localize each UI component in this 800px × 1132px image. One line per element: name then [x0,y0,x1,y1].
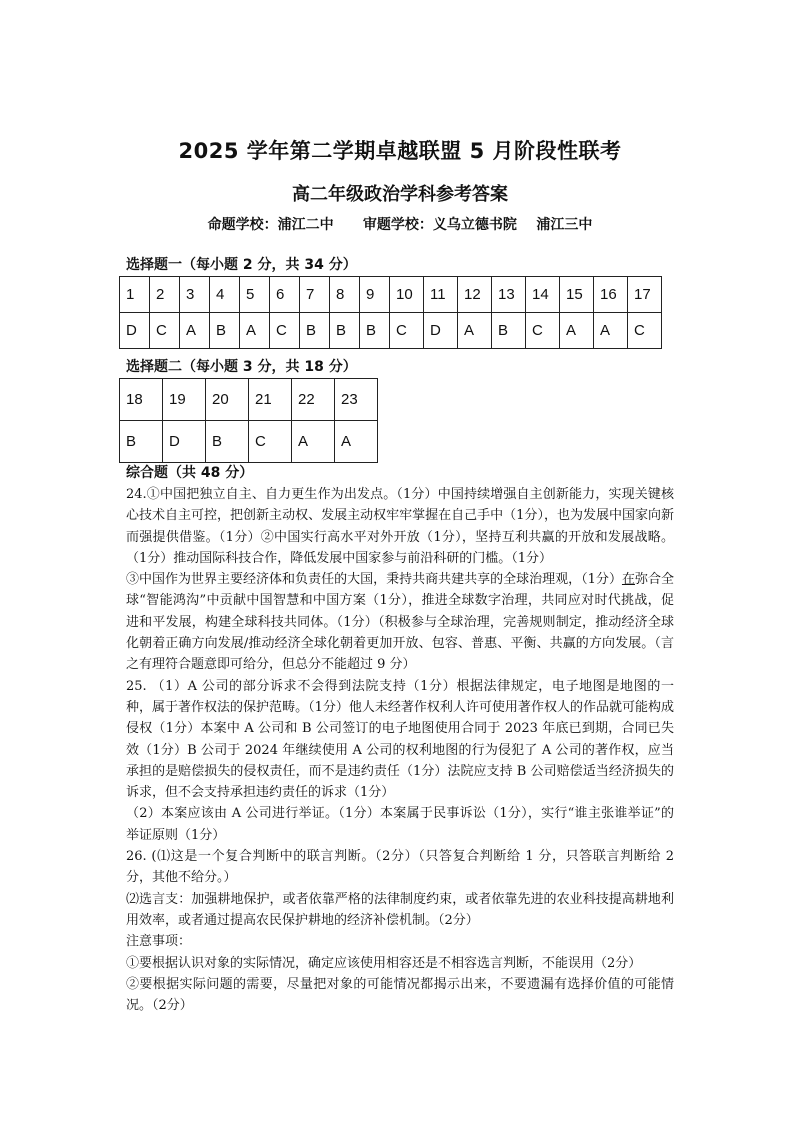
table-cell: A [180,313,210,349]
table-cell: 15 [560,277,594,313]
table-cell: 10 [390,277,424,313]
q26-part2: ⑵选言支：加强耕地保护，或者依靠严格的法律制度约束，或者依靠先进的农业科技提高耕地利用效率，或者通过提高农民保护耕地的经济补偿机制。（2分） [126,891,674,928]
table-cell: 14 [526,277,560,313]
table-cell: 5 [240,277,270,313]
table-cell: A [292,421,335,463]
table-cell: 16 [594,277,628,313]
notes-title: 注意事项： [126,934,192,950]
table-cell: 22 [292,379,335,421]
table-cell: B [360,313,390,349]
q25-part1: 25. （1）A 公司的部分诉求不会得到法院支持（1分）根据法律规定，电子地图是地图的一种，属于著作权法的保护范畴。（1分）他人未经著作权利人许可使用著作权人的作品就可能构成侵权（1分）本案中 A 公司和 B 公司签订的电子地图使用合同于 2023 年底已到期，合同已失效（1分）B 公司于 2024 年继续使用 A 公司的权利地图的行为侵犯了 A 公司的著作权，应当承担的是赔偿损失的侵权责任，而不是违约责任（1分）法院应支持 B 公司赔偿适当经济损失的诉求，但不会支持承担违约责任的诉求（1分） [126,678,674,801]
section2-answer-table [119,378,378,463]
table-cell: 12 [458,277,492,313]
note-item-1: ①要根据认识对象的实际情况，确定应该使用相容还是不相容选言判断，不能误用（2分） [126,955,642,971]
table-cell: D [424,313,458,349]
table-row-numbers [120,379,378,421]
table-cell: 13 [492,277,526,313]
table-row-answers [120,313,662,349]
table-cell: B [330,313,360,349]
table-cell: A [594,313,628,349]
document-title: 2025 学年第二学期卓越联盟 5 月阶段性联考 [178,139,622,163]
section1-heading: 选择题一（每小题 2 分，共 34 分） [126,257,357,273]
note-item-2: ②要根据实际问题的需要，尽量把对象的可能情况都揭示出来，不要遗漏有选择价值的可能情况。（2分） [126,976,674,1014]
table-cell: A [560,313,594,349]
document-subtitle: 高二年级政治学科参考答案 [292,184,508,205]
table-cell: 3 [180,277,210,313]
schools-line: 命题学校：浦江二中 审题学校：义乌立德书院 浦江三中 [207,217,593,233]
table-cell: 2 [150,277,180,313]
table-cell: 1 [120,277,150,313]
table-cell: 23 [335,379,378,421]
q25-part2: （2）本案应该由 A 公司进行举证。（1分）本案属于民事诉讼（1分），实行“谁主张谁举证”的举证原则（1分） [126,806,674,843]
section2-heading: 选择题二（每小题 3 分，共 18 分） [126,359,357,375]
table-cell: 19 [163,379,206,421]
q24-part2-b: 弥合全球“智能鸿沟”中贡献中国智慧和中国方案（1分），推进全球数字治理，共同应对时代挑战，促进和平发展，构建全球科技共同体。（1分）（积极参与全球治理，完善规则制定，推动经济全球化朝着正确方向发展/推动经济全球化朝着更加开放、包容、普惠、平衡、共赢的方向发展。（言之有理符合题意即可给分，但总分不能超过 9 分） [126,572,674,673]
table-cell: C [390,313,424,349]
table-cell: 8 [330,277,360,313]
table-cell: C [249,421,292,463]
q24-part1: 24.①中国把独立自主、自力更生作为出发点。（1分）中国持续增强自主创新能力，实现关键核心技术自主可控，把创新主动权、发展主动权牢牢掌握在自己手中（1分），也为发展中国家向新而强提供借鉴。（1分）②中国实行高水平对外开放（1分），坚持互利共赢的开放和发展战略。（1分）推动国际科技合作，降低发展中国家参与前沿科研的门槛。（1分） [126,487,674,566]
essay-answers [126,484,674,1016]
table-cell: B [300,313,330,349]
table-cell: A [335,421,378,463]
table-cell: B [492,313,526,349]
table-cell: B [210,313,240,349]
table-row-numbers [120,277,662,313]
table-cell: C [628,313,662,349]
table-cell: 20 [206,379,249,421]
q24-part2 [126,569,674,675]
table-cell: 6 [270,277,300,313]
q24-part2-a: ③中国作为世界主要经济体和负责任的大国，秉持共商共建共享的全球治理观，（1分） [126,572,622,588]
section1-answer-table [119,276,662,349]
table-cell: A [240,313,270,349]
table-cell: C [526,313,560,349]
table-cell: 18 [120,379,163,421]
table-cell: C [150,313,180,349]
table-cell: D [120,313,150,349]
table-cell: A [458,313,492,349]
q26-part1: 26. (⑴这是一个复合判断中的联言判断。（2分）（只答复合判断给 1 分，只答联言判断给 2 分，其他不给分。） [126,849,674,886]
table-cell: 7 [300,277,330,313]
table-cell: B [120,421,163,463]
section3-heading: 综合题（共 48 分） [126,465,254,481]
table-cell: 4 [210,277,240,313]
table-cell: 21 [249,379,292,421]
table-row-answers [120,421,378,463]
table-cell: D [163,421,206,463]
q24-part2-underlined: 在 [621,572,635,588]
table-cell: 17 [628,277,662,313]
table-cell: 9 [360,277,390,313]
table-cell: 11 [424,277,458,313]
table-cell: C [270,313,300,349]
table-cell: B [206,421,249,463]
